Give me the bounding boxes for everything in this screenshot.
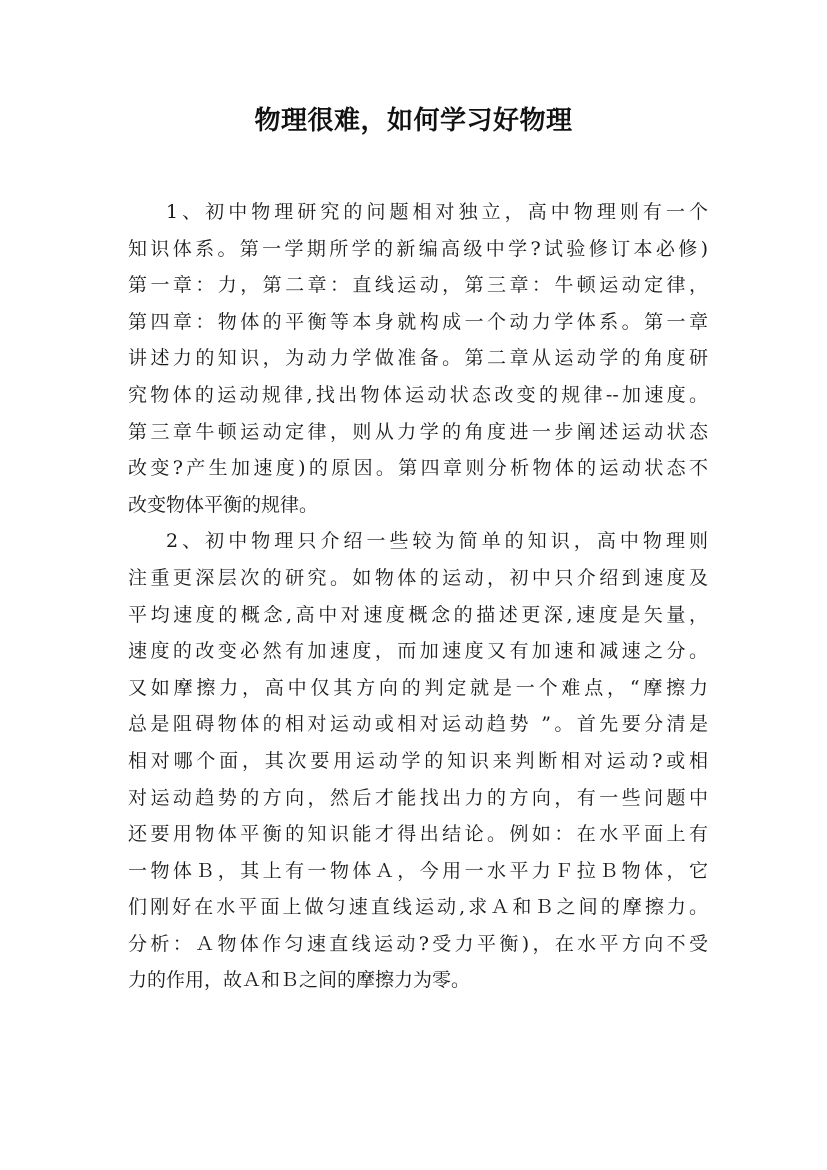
paragraph-line: 又如摩擦力，高中仅其方向的判定就是一个难点，“摩擦力 — [128, 676, 708, 699]
paragraph-line: 分析：Ａ物体作匀速直线运动?受力平衡)，在水平方向不受 — [128, 932, 708, 955]
paragraph-line: 们刚好在水平面上做匀速直线运动,求Ａ和Ｂ之间的摩擦力。 — [128, 896, 708, 919]
paragraph-line: 改变物体平衡的规律。 — [128, 493, 319, 516]
paragraph-line: 一物体Ｂ，其上有一物体Ａ，今用一水平力Ｆ拉Ｂ物体，它 — [128, 859, 708, 882]
page-title: 物理很难，如何学习好物理 — [254, 106, 573, 136]
paragraph-line: 知识体系。第一学期所学的新编高级中学?试验修订本必修) — [128, 237, 708, 260]
paragraph-line: 第一章：力，第二章：直线运动，第三章：牛顿运动定律， — [128, 274, 708, 297]
paragraph-line: 总是阻碍物体的相对运动或相对运动趋势 ”。首先要分清是 — [128, 713, 708, 736]
paragraph-line: 1、初中物理研究的问题相对独立，高中物理则有一个 — [166, 201, 708, 223]
paragraph-line: 速度的改变必然有加速度，而加速度又有加速和减速之分。 — [128, 640, 708, 663]
paragraph-line: 改变?产生加速度)的原因。第四章则分析物体的运动状态不 — [128, 457, 708, 480]
paragraph-line: 力的作用，故Ａ和Ｂ之间的摩擦力为零。 — [128, 969, 471, 992]
paragraph-line: 第四章：物体的平衡等本身就构成一个动力学体系。第一章 — [128, 310, 708, 333]
document-body — [128, 194, 708, 999]
paragraph-line: 平均速度的概念,高中对速度概念的描述更深,速度是矢量， — [128, 603, 708, 626]
paragraph-line: 究物体的运动规律,找出物体运动状态改变的规律--加速度。 — [128, 383, 708, 406]
paragraph-line: 注重更深层次的研究。如物体的运动，初中只介绍到速度及 — [128, 566, 708, 589]
paragraph-line: 2、初中物理只介绍一些较为简单的知识，高中物理则 — [166, 530, 708, 553]
paragraph-line: 讲述力的知识，为动力学做准备。第二章从运动学的角度研 — [128, 347, 708, 370]
paragraph-line: 还要用物体平衡的知识能才得出结论。例如：在水平面上有 — [128, 823, 708, 846]
paragraph-line: 第三章牛顿运动定律，则从力学的角度进一步阐述运动状态 — [128, 420, 708, 443]
paragraph-line: 相对哪个面，其次要用运动学的知识来判断相对运动?或相 — [128, 749, 708, 772]
paragraph-line: 对运动趋势的方向，然后才能找出力的方向，有一些问题中 — [128, 786, 708, 809]
